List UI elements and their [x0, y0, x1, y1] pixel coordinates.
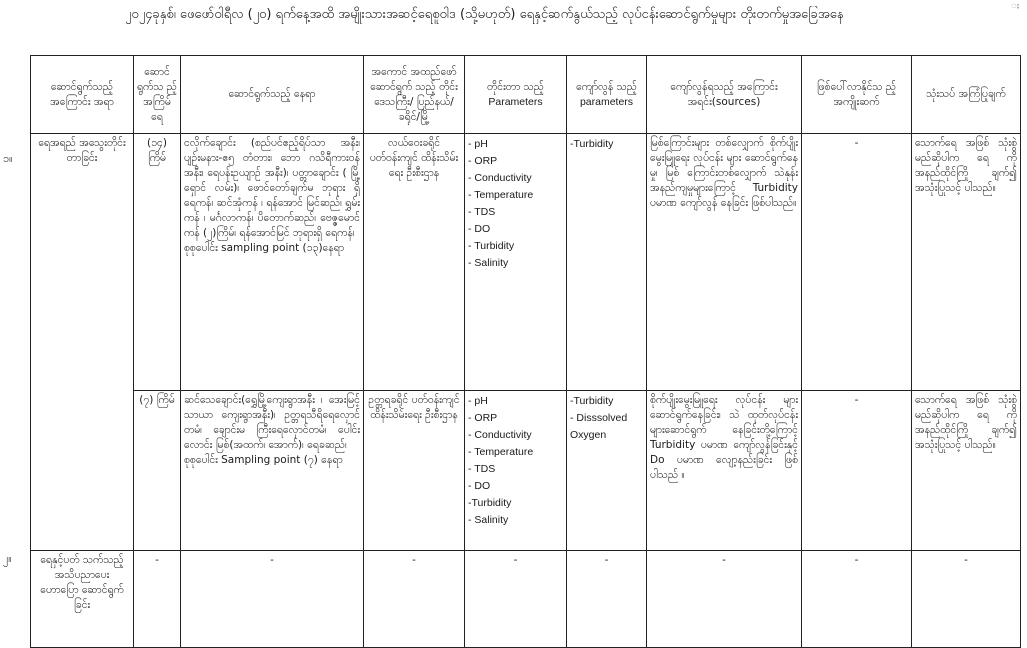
location-cell: [181, 134, 364, 391]
reasons-cell: စိုက်ပျိုးမွေးမြူရေး လုပ်ငန်း များ ဆောင်ရွက်နေခြင်း၊ သဲ ထုတ်လုပ်ငန်းများဆောင်ရွက် နေခြင်းတို့ကြောင့် Turbidity ပမာဏ ကျော်လွန်ခြင်းနှင့် Do ပမာဏ လျော့နည်းခြင်း ဖြစ် ပါသည် ။: [647, 391, 802, 551]
exceeded-item: Oxygen: [570, 429, 607, 441]
table-row: [31, 391, 1021, 551]
header-exceeded-mm: ကျော်လွန် သည့်: [576, 80, 637, 93]
header-row: [31, 56, 1021, 134]
exceeded-cell: -: [567, 551, 647, 648]
param-item: - ORP: [468, 155, 498, 167]
header-location: ဆောင်ရွက်သည့် နေရာ: [181, 56, 364, 134]
impacts-cell: -: [802, 391, 912, 551]
header-conclusion: သုံးသပ် အကြံပြုချက်: [912, 56, 1021, 134]
exceeded-item: -Turbidity: [570, 138, 614, 150]
corner-mark: ႏ: [1011, 1, 1019, 11]
conclusion-cell: -: [912, 551, 1021, 648]
row-number-2: ၂။: [3, 552, 12, 565]
param-item: - Salinity: [468, 514, 509, 526]
sampling-text: စုစုပေါင်း Sampling point (၇) နေရာ: [184, 454, 343, 466]
param-item: - Temperature: [468, 446, 534, 458]
sampling-text: စုစုပေါင်း sampling point (၁၃)နေရာ: [184, 242, 345, 254]
table-row: [31, 134, 1021, 391]
param-item: - pH: [468, 138, 488, 150]
param-item: - Conductivity: [468, 429, 532, 441]
agency-cell: ဥတ္တရခရိုင် ပတ်ဝန်းကျင် ထိန်းသိမ်းရေး ဦးစီးဌာန: [364, 391, 465, 551]
times-cell: -: [134, 551, 181, 648]
header-times: ဆောင် ရွက်သ ည့် အကြိမ် ရေ: [134, 56, 181, 134]
measured-cell: [465, 391, 567, 551]
param-item: - pH: [468, 395, 488, 407]
header-measured-en: Parameters: [488, 95, 543, 108]
param-item: - Temperature: [468, 189, 534, 201]
location-cell: [181, 391, 364, 551]
agency-cell: -: [364, 551, 465, 648]
location-text: ငလိုက်ချောင်း (စည်ပင်ဧည့်ရိပ်သာ အနီး၊ ပျဉ်းမနား-ဧ၅ တံတား၊ ဘော ဂသိရီကားဝန်အနီး၊ ရေပန်းဥယျာဉ် အနီး)၊ ပတ္တာချောင်း ( မြို့ရှောင် လမ်း)၊ ဖောင်တော်ချက်မ ဘုရား ရှိရေကန်၊ ဆင်အုံကန် ၊ ရန်အောင် မြင်ဆည်၊ ရွှမ်းကန် ၊ မင်္ဂလာကန်၊ ပိတောက်ဆည်၊ ဗေဇ္ဇမောင်ကန် (၂)ကြိမ်၊ ရန်အောင်မြင် ဘုရားရှိ ရေကန်၊: [184, 137, 360, 239]
exceeded-item: - Disssolved: [570, 412, 628, 424]
agency-cell: လယ်ဝေးခရိုင် ပတ်ဝန်းကျင် ထိန်းသိမ်းရေး ဦးစီးဌာန: [364, 134, 465, 391]
conclusion-cell: သောက်ရေ အဖြစ် သုံးစွဲမည်ဆိုပါက ရေ ကို အနည်ထိုင်ကြို ချက်၍ အသုံးပြုသင့် ပါသည်။: [912, 391, 1021, 551]
location-text: ဆင်သေချောင်း(ရွှေမြို့ကျေးရွာအနီး ၊ အေးမြင့်သာယာ ကျေးရွာအနီး)၊ ဥတ္တရသီရိရေလှောင်တမံ၊ ချောင်းမ ကြီးရေလှောင်တမံ၊ ပေါင်းလောင်း မြစ်(အထက်၊ အောက်)၊ ရေခဆည်၊: [184, 394, 360, 451]
param-item: - Conductivity: [468, 172, 532, 184]
measured-cell: -: [465, 551, 567, 648]
page-title: ၂၀၂၄ခုနှစ်၊ ဖေဖော်ဝါရီလ (၂၀) ရက်နေ့အထိ အမျိုးသားအဆင့်ရေစူဝါဒ (သို့မဟုတ်) ရေနှင့်ဆက်နွယ်သည့် လုပ်ငန်းဆောင်ရွက်မှုများ တိုးတက်မှုအခြေအနေ: [125, 7, 844, 22]
conclusion-cell: သောက်ရေ အဖြစ် သုံးစွဲမည်ဆိုပါက ရေ ကို အနည်ထိုင်ကြို ချက်၍ အသုံးပြုသင့် ပါသည်။: [912, 134, 1021, 391]
param-item: - ORP: [468, 412, 498, 424]
exceeded-item: -Turbidity: [570, 395, 614, 407]
header-exceeded-en: parameters: [579, 95, 634, 108]
param-item: - DO: [468, 223, 491, 235]
header-agency: အကောင် အထည်ဖော် ဆောင်ရွက် သည့် တိုင်းဒေသကြီး/ ပြည်နယ်/ ခရိုင်/မြို့: [364, 56, 465, 134]
param-item: - TDS: [468, 463, 496, 475]
activity-cell: ရေအရည် အသွေးတိုင်း တာခြင်း: [31, 134, 134, 551]
reasons-cell: မြစ်ကြောင်းများ တစ်လျှောက် စိုက်ပျိုးမွေးမြူရေး လုပ်ငန်း များ ဆောင်ရွက်နေမှု၊ မြစ် ကြောင်းတစ်လျှောက် သဲနုန်း အနည်ကျမှုများကြောင့် Turbidity ပမာဏ ကျော်လွန် နေခြင်း ဖြစ်ပါသည်။: [647, 134, 802, 391]
param-item: -Turbidity: [468, 497, 512, 509]
exceeded-cell: [567, 391, 647, 551]
exceeded-cell: [567, 134, 647, 391]
times-cell: (၇) ကြိမ်: [134, 391, 181, 551]
header-activity: ဆောင်ရွက်သည့် အကြောင်း အရာ: [31, 56, 134, 134]
header-exceeded: [567, 56, 647, 134]
progress-table: [30, 55, 1021, 648]
impacts-cell: -: [802, 551, 912, 648]
row-number-1: ၁။: [3, 152, 13, 165]
param-item: - Salinity: [468, 257, 509, 269]
param-item: - Turbidity: [468, 240, 515, 252]
header-impacts: ဖြစ်ပေါ်လာနိုင်သ ည့် အကျိုးဆက်: [802, 56, 912, 134]
location-cell: -: [181, 551, 364, 648]
header-measured: [465, 56, 567, 134]
impacts-cell: -: [802, 134, 912, 391]
measured-cell: [465, 134, 567, 391]
times-cell: (၁၄) ကြိမ်: [134, 134, 181, 391]
reasons-cell: -: [647, 551, 802, 648]
activity-cell: ရေနှင့်ပတ် သက်သည့် အသိပညာပေး ဟောပြော ဆောင်ရွက်ခြင်း: [31, 551, 134, 648]
param-item: - DO: [468, 480, 491, 492]
header-measured-mm: တိုင်းတာ သည့်: [487, 80, 544, 93]
table-row: [31, 551, 1021, 648]
header-reasons: ကျော်လွန်ရသည့် အကြောင်းအရင်း(sources): [647, 56, 802, 134]
param-item: - TDS: [468, 206, 496, 218]
